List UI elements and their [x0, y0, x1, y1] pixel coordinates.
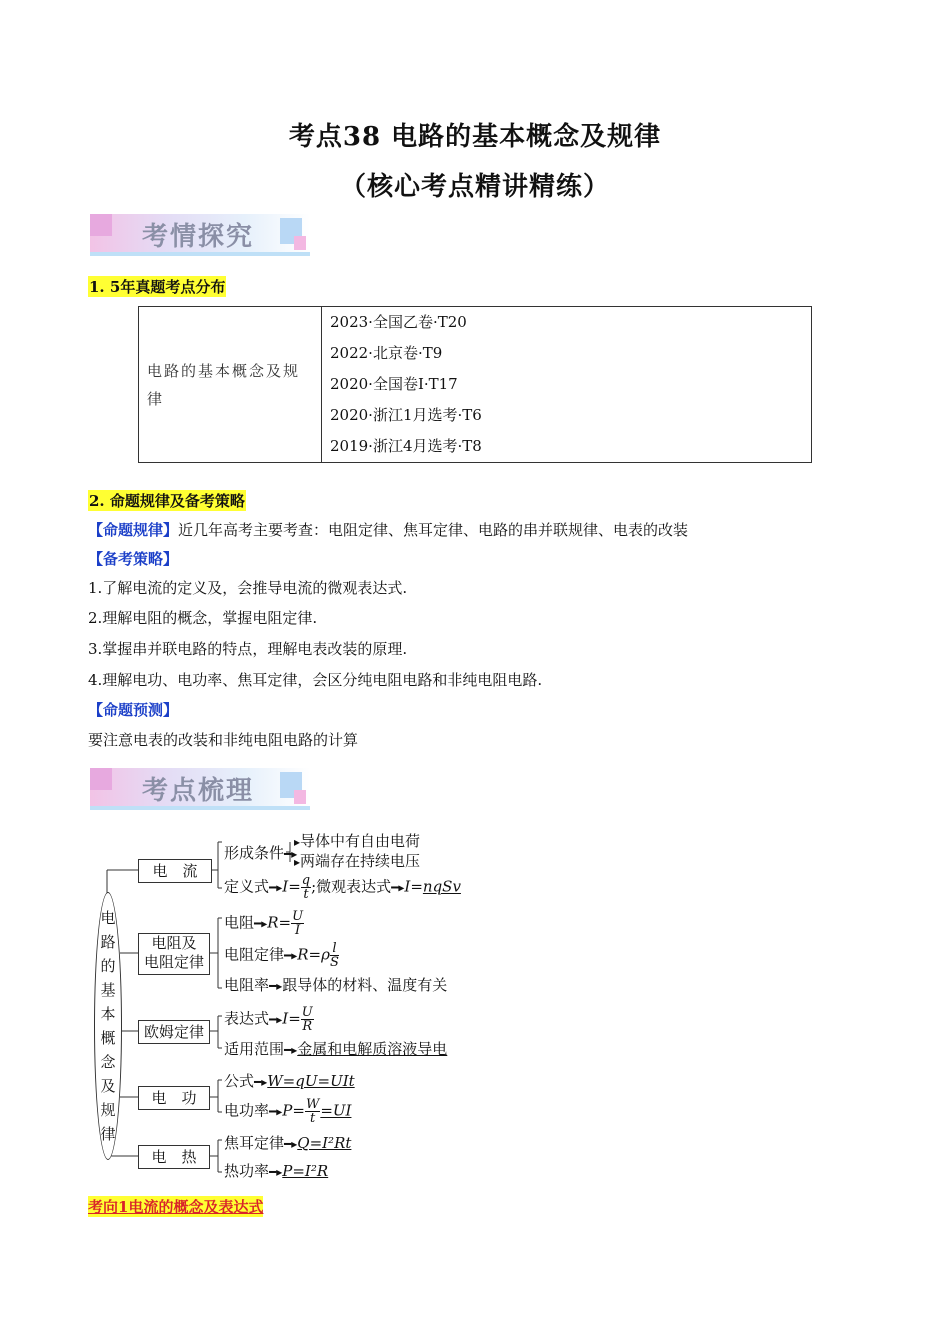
- mindmap-root: 电 路 的 基 本 概 念 及 规 律: [94, 892, 122, 1160]
- table-row: 2023·全国乙卷·T20: [330, 313, 467, 331]
- topic-direction-link[interactable]: 考向1电流的概念及表达式: [88, 1198, 264, 1216]
- rule-paragraph: [88, 520, 688, 540]
- table-row: 2019·浙江4月选考·T8: [330, 437, 482, 455]
- work-formula: 公式━▸W=qU=UIt: [224, 1072, 355, 1090]
- section-heading-1: 1. 5年真题考点分布: [89, 278, 226, 296]
- heat-power: 热功率━▸P=I²R: [224, 1162, 329, 1180]
- table-row: 2020·全国卷Ⅰ·T17: [330, 375, 458, 393]
- strategy-item: 3.掌握串并联电路的特点，理解电表改装的原理.: [88, 640, 408, 658]
- node-electric-work: 电 功: [138, 1086, 210, 1110]
- page-subtitle: （核心考点精讲精练）: [339, 172, 610, 202]
- section-banner-exam-analysis: [90, 214, 310, 258]
- rule-text: 近几年高考主要考查：电阻定律、焦耳定律、电路的串并联规律、电表的改装: [178, 521, 689, 539]
- node-ohm-law: 欧姆定律: [138, 1020, 210, 1044]
- resistance-law: 电阻定律━▸R=ρ $\frac{l}{S}$: [224, 941, 339, 970]
- section-banner-knowledge-map: [90, 768, 310, 812]
- table-row: 2020·浙江1月选考·T6: [330, 406, 482, 424]
- rule-label: 【命题规律】: [88, 521, 179, 539]
- node-electric-heat: 电 热: [138, 1145, 210, 1169]
- strategy-item: 4.理解电功、电功率、焦耳定律，会区分纯电阻电路和非纯电阻电路.: [88, 671, 543, 689]
- current-condition: 形成条件━▸: [224, 844, 298, 862]
- ohm-expression: 表达式━▸I= $\frac{U}{R}$: [224, 1005, 313, 1034]
- banner-label: 考情探究: [142, 222, 255, 252]
- current-condition-1: ▸导体中有自由电荷: [294, 832, 421, 850]
- node-current: 电 流: [138, 859, 212, 883]
- knowledge-mindmap: [90, 822, 470, 1192]
- strategy-item: 1.了解电流的定义及，会推导电流的微观表达式.: [88, 579, 408, 597]
- strategy-item: 2.理解电阻的概念，掌握电阻定律.: [88, 609, 318, 627]
- resistance-formula: 电阻━▸R= $\frac{U}{I}$: [224, 909, 304, 938]
- exam-distribution-table: [138, 306, 812, 463]
- predict-text: 要注意电表的改装和非纯电阻电路的计算: [88, 731, 359, 749]
- table-topic-cell: 电路的基本概念及规律: [139, 307, 322, 463]
- banner-label: 考点梳理: [142, 776, 255, 806]
- work-power: 电功率━▸P= $\frac{W}{t}$ =UI: [224, 1097, 352, 1126]
- strategy-label: 【备考策略】: [88, 550, 179, 568]
- ohm-scope: 适用范围━▸金属和电解质溶液导电: [224, 1040, 448, 1058]
- predict-label: 【命题预测】: [88, 701, 179, 719]
- current-condition-2: ▸两端存在持续电压: [294, 852, 421, 870]
- current-definition: 定义式━▸I= $\frac{q}{t}$ ;微观表达式━▸I=nqSv: [224, 873, 461, 902]
- heat-joule-law: 焦耳定律━▸Q=I²Rt: [224, 1134, 352, 1152]
- page-title: 考点38 电路的基本概念及规律: [288, 122, 662, 152]
- resistivity: 电阻率━▸跟导体的材料、温度有关: [224, 976, 448, 994]
- section-heading-2: 2. 命题规律及备考策略: [89, 492, 245, 510]
- table-row: 2022·北京卷·T9: [330, 344, 443, 362]
- node-resistance: 电阻及 电阻定律: [138, 933, 210, 975]
